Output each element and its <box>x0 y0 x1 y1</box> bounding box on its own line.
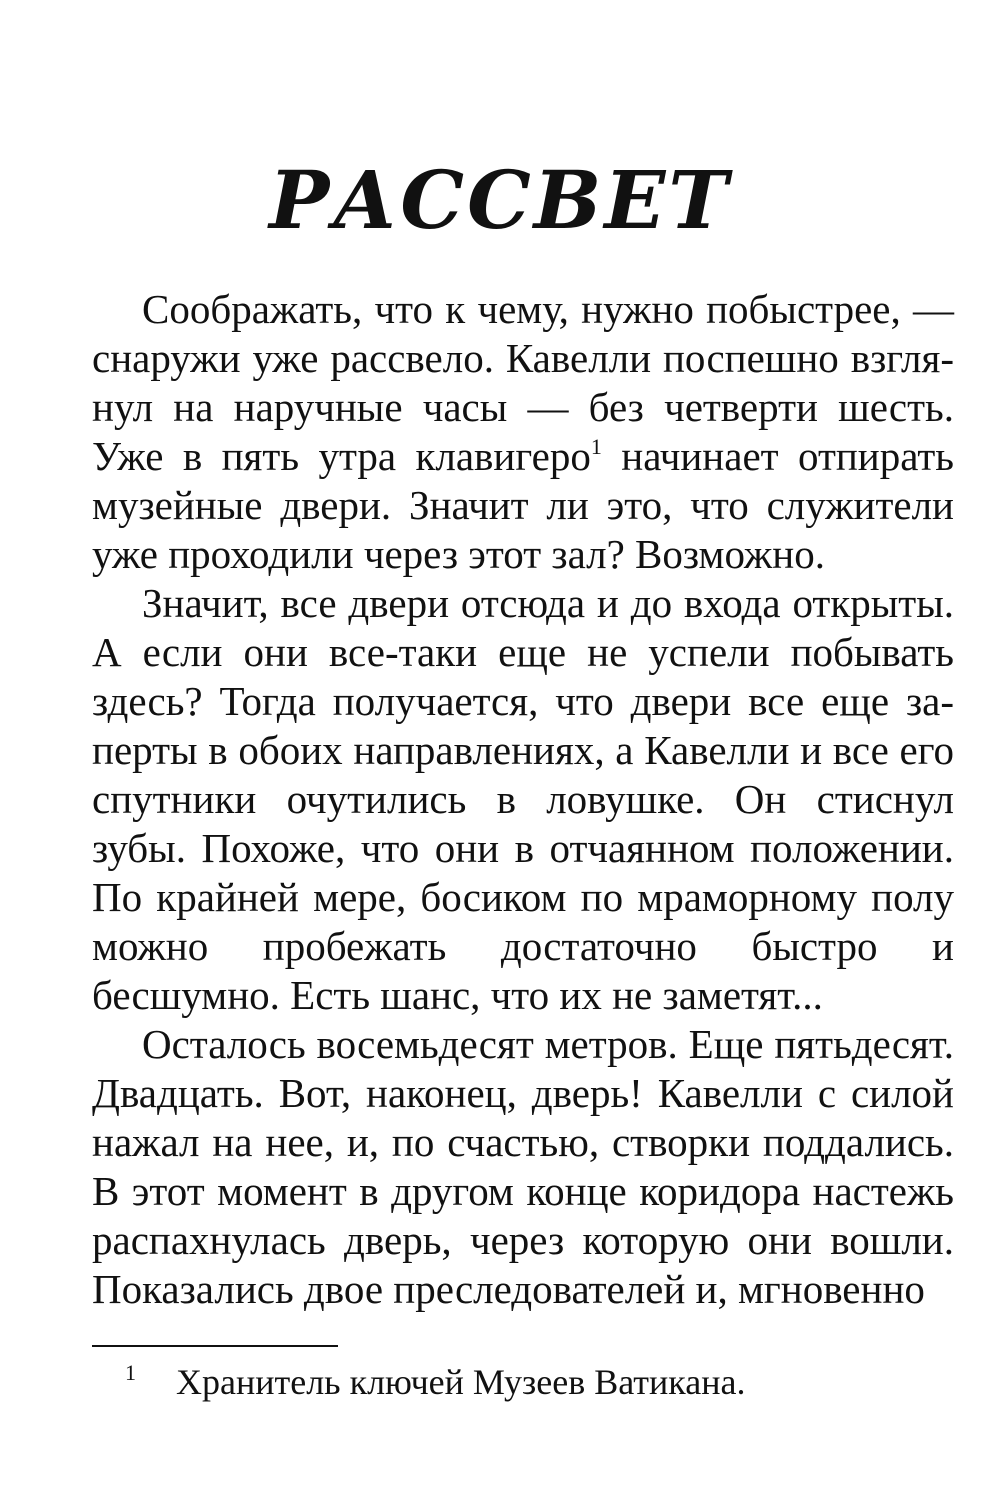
body-text <box>92 285 954 1314</box>
footnote-divider <box>92 1345 338 1347</box>
paragraph-1-text-after-note: начинает отпирать музейные двери. Значит ли это, что служители уже проходили через этот зал? Возможно. <box>92 433 954 577</box>
paragraph-1 <box>92 285 954 579</box>
paragraph-3: Осталось восемьдесят метров. Еще пятьдесят. Двадцать. Вот, наконец, дверь! Кавелли с силой нажал на нее, и, по счастью, створки поддались. В этот момент в другом конце коридора настежь распахнулась дверь, через которую они вошли. Показались двое преследователей и, мгновенно <box>92 1021 954 1312</box>
paragraph-2: Значит, все двери отсюда и до входа открыты. А если они все-таки еще не успели побывать здесь? Тогда получается, что двери все еще заперты в обоих направлениях, а Кавелли и все его спутники очутились в ловушке. Он стиснул зубы. Похоже, что они в отчаянном положении. По крайней мере, босиком по мраморному полу можно пробежать достаточно быстро и бесшумно. Есть шанс, что их не заметят... <box>92 580 954 1018</box>
chapter-title: РАССВЕТ <box>269 153 731 247</box>
footnote: 1 Хранитель ключей Музеев Ватикана. <box>125 1360 746 1402</box>
paragraph-1-text-before-note: Соображать, что к чему, нужно побыстрее, — снаружи уже рассвело. Кавелли поспешно взглянул на наручные часы — без четверти шесть. Уже в пять утра клавигеро <box>92 286 954 479</box>
footnote-text: Хранитель ключей Музеев Ватикана. <box>176 1362 746 1402</box>
footnote-reference: 1 <box>590 434 602 459</box>
